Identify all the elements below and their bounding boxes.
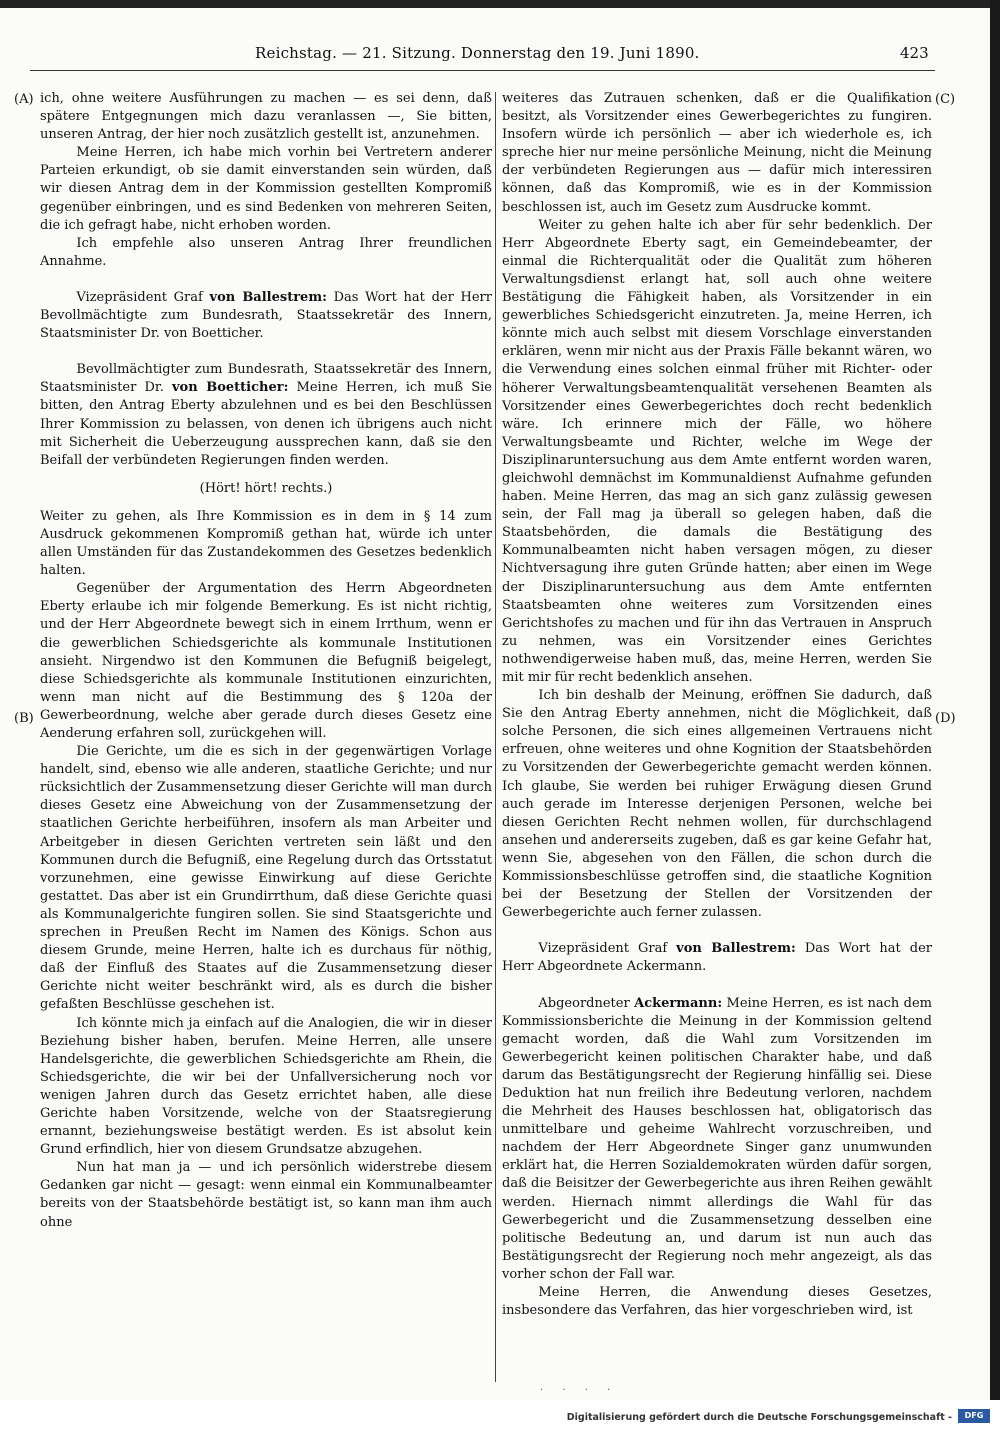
speaker-paragraph xyxy=(40,361,492,470)
paragraph: Nun hat man ja — und ich persönlich widerstrebe diesem Gedanken gar nicht — gesagt: wenn einmal ein Kommunalbeamter bereits von der Staatsbehörde bestätigt ist, so kann man ihm auch ohne xyxy=(40,1160,492,1230)
column-divider xyxy=(495,92,496,1382)
paragraph: Weiter zu gehen, als Ihre Kommission es in dem in § 14 zum Ausdruck gekommenen Kompromiß gethan hat, würde ich unter allen Umständen für das Zustandekommen des Gesetzes bedenklich halten. xyxy=(40,508,492,579)
page-header xyxy=(0,44,1000,70)
speech-text: Meine Herren, ich muß Sie bitten, den Antrag Eberty abzulehnen und es bei den Beschlüssen Ihrer Kommission zu belassen, von denen ich übrigens auch nicht mit Sicherheit die Ueberzeugung aussprechen kann, daß sie den Beifall der verbündeten Regierungen finden werden. xyxy=(40,380,492,468)
right-column xyxy=(502,90,932,1320)
margin-marker-c: (C) xyxy=(935,92,956,107)
paragraph: Ich bin deshalb der Meinung, eröffnen Sie dadurch, daß Sie den Antrag Eberty annehmen, nicht die Möglichkeit, daß solche Personen, die sich eines allgemeinen Vertrauens nicht erfreuen, ohne weiteres und ohne Kognition der Staatsbehörden zu Vorsitzenden der Gewerbegerichte gemacht werden können. Ich glaube, Sie werden bei ruhiger Erwägung diesen Grund auch gerade im Interesse derjenigen Personen, welche bei diesen Gerichten Recht nehmen wollen, für durchschlagend ansehen und andererseits zugeben, daß es gar keine Gefahr hat, wenn Sie, abgesehen von den Fällen, die schon durch die Kommissionsbeschlüsse getroffen sind, die staatliche Kognition bei der Besetzung der Stellen der Vorsitzenden der Gewerbegerichte auch ferner zulassen. xyxy=(502,688,932,921)
speaker-paragraph xyxy=(502,995,932,1285)
margin-marker-a: (A) xyxy=(14,92,34,107)
paragraph: Gegenüber der Argumentation des Herrn Abgeordneten Eberty erlaube ich mir folgende Bemerkung. Es ist nicht richtig, und der Herr Abgeordnete bewegt sich in einem Irrthum, wenn er die gewerblichen Schiedsgerichte als kommunale Institutionen ansieht. Nirgendwo ist den Kommunen die Befugniß beigelegt, diese Schiedsgerichte als kommunale Institutionen einzurichten, wenn man nicht auf die Bestimmung des § 120a der Gewerbeordnung, welche aber gerade durch dieses Gesetz eine Aenderung erfahren soll, zurückgehen will. xyxy=(40,581,492,741)
running-title: Reichstag. — 21. Sitzung. Donnerstag den 19. Juni 1890. xyxy=(255,44,700,62)
speaker-paragraph xyxy=(40,289,492,343)
speaker-name: von Ballestrem: xyxy=(209,289,327,305)
page-number: 423 xyxy=(900,44,929,62)
paragraph: Meine Herren, ich habe mich vorhin bei Vertretern anderer Parteien erkundigt, ob sie damit einverstanden sein würden, daß wir diesen Antrag dem in der Kommission gestellten Kompromiß gegenüber einbringen, und es sind Bedenken von mehreren Seiten, die ich gefragt habe, nicht erhoben worden. xyxy=(40,145,492,233)
digitization-bar xyxy=(0,1400,1000,1432)
header-rule xyxy=(30,70,935,71)
paragraph: Ich könnte mich ja einfach auf die Analogien, die wir in dieser Beziehung bisher haben, berufen. Meine Herren, alle unsere Handelsgerichte, die gewerblichen Schiedsgerichte am Rhein, die Schiedsgerichte, die wir bei der Unfallversicherung noch vor wenigen Jahren durch das Gesetz errichtet haben, alle diese Gerichte haben Vorsitzende, welche von der Staatsregierung ernannt, beziehungsweise bestätigt werden. Es ist absolut kein Grund erfindlich, hier von diesem Grundsatze abzugehen. xyxy=(40,1015,492,1158)
dfg-logo: DFG xyxy=(958,1409,990,1423)
scan-edge-right xyxy=(990,0,1000,1400)
scan-speckle: · · · · xyxy=(540,1385,619,1396)
paragraph: ich, ohne weitere Ausführungen zu machen — es sei denn, daß spätere Entgegnungen mich dazu veranlassen —, Sie bitten, unseren Antrag, der hier noch zusätzlich gestellt ist, anzunehmen. xyxy=(40,91,492,143)
speaker-name: von Ballestrem: xyxy=(676,941,796,957)
speech-text: Das Wort hat der Herr Bevollmächtigte zum Bundesrath, Staatssekretär des Innern, Staatsminister Dr. von Boetticher. xyxy=(40,289,492,342)
funding-credit: Digitalisierung gefördert durch die Deutsche Forschungsgemeinschaft - xyxy=(566,1412,952,1423)
paragraph: Die Gerichte, um die es sich in der gegenwärtigen Vorlage handelt, sind, ebenso wie alle anderen, staatliche Gerichte; und nur rücksichtlich der Zusammensetzung dieser Gerichte will man durch dieses Gesetz eine Abweichung von der Zusammensetzung der staatlichen Gerichte herbeiführen, insofern als man Arbeiter und Arbeitgeber in diesen Gerichten vertreten sein läßt und den Kommunen durch die Befugniß, eine Regelung durch das Ortsstatut vorzunehmen, eine gewisse Einwirkung auf diese Gerichte gestattet. Das aber ist ein Grundirrthum, daß diese Gerichte quasi als Kommunalgerichte fungiren sollen. Sie sind Staatsgerichte und sprechen in Preußen Recht im Namen des Königs. Schon aus diesem Grunde, meine Herren, halte ich es durchaus für nöthig, daß der Einfluß des Staates auf die Zusammensetzung dieser Gerichte nicht weiter beschränkt wird, als es durch die bisher gefaßten Beschlüsse geschehen ist. xyxy=(40,744,492,1013)
paragraph: weiteres das Zutrauen schenken, daß er die Qualifikation besitzt, als Vorsitzender eines Gewerbegerichtes zu fungiren. Insofern würde ich persönlich — aber ich wiederhole es, ich spreche hier nur meine persönliche Meinung, nicht die Meinung der verbündeten Regierungen aus — dafür mich interessiren können, daß das Kompromiß, wie es in der Kommission beschlossen ist, auch im Gesetz zum Ausdrucke kommt. xyxy=(502,91,932,215)
margin-marker-d: (D) xyxy=(935,711,956,726)
left-column xyxy=(40,90,492,1232)
speaker-paragraph xyxy=(502,940,932,976)
speaker-name: Ackermann: xyxy=(634,995,723,1011)
speech-text: Das Wort hat der Herr Abgeordnete Ackermann. xyxy=(502,941,933,975)
scan-edge-top xyxy=(0,0,1000,8)
speaker-title: Vizepräsident Graf xyxy=(538,941,668,957)
speaker-name: von Boetticher: xyxy=(172,380,289,396)
paragraph: Meine Herren, die Anwendung dieses Gesetzes, insbesondere das Verfahren, das hier vorgeschrieben wird, ist xyxy=(502,1285,932,1319)
speech-text: Meine Herren, es ist nach dem Kommissionsberichte die Meinung in der Kommission geltend gemacht worden, daß die Wahl zum Vorsitzenden im Gewerbegericht keinen politischen Charakter habe, und daß darum das Bestätigungsrecht der Regierung hinfällig sei. Diese Deduktion hat nun freilich ihre Bedeutung verloren, nachdem die Mehrheit des Hauses beschlossen hat, obligatorisch das unmittelbare und geheime Wahlrecht vorzuschreiben, und nachdem der Herr Abgeordnete Singer ganz unumwunden erklärt hat, die Herren Sozialdemokraten würden dafür sorgen, daß die Beisitzer der Gewerbegerichte aus ihren Reihen gewählt werden. Hiernach nimmt allerdings die Wahl für das Gewerbegericht und die Zusammensetzung desselben eine politische Bedeutung an, und darum ist nun auch das Bestätigungsrecht der Regierung noch mehr angezeigt, als das vorher schon der Fall war. xyxy=(502,995,933,1282)
speaker-title: Vizepräsident Graf xyxy=(76,289,203,305)
paragraph: Ich empfehle also unseren Antrag Ihrer freundlichen Annahme. xyxy=(40,235,492,269)
speaker-title: Bevollmächtigter zum Bundesrath, Staatssekretär des Innern, Staatsminister Dr. xyxy=(40,362,492,396)
margin-marker-b: (B) xyxy=(14,711,34,726)
speaker-title: Abgeordneter xyxy=(538,995,630,1011)
interjection: (Hört! hört! rechts.) xyxy=(199,480,333,496)
paragraph: Weiter zu gehen halte ich aber für sehr bedenklich. Der Herr Abgeordnete Eberty sagt, ein Gemeindebeamter, der einmal die Richterqualität oder die Qualität zum höheren Verwaltungsdienst erlangt hat, soll auch ohne weitere Bestätigung die Fähigkeit haben, als Vorsitzender in ein gewerbliches Schiedsgericht einzutreten. Ja, meine Herren, ich könnte mich auch selbst mit diesem Vorschlage einverstanden erklären, wenn mir nicht aus der Praxis Fälle bekannt wären, wo die Verwendung eines solchen einmal früher mit Richter- oder höherer Verwaltungsbeamtenqualität versehenen Beamten als Vorsitzender eines Gewerbegerichtes doch recht bedenklich wäre. Ich erinnere mich der Fälle, wo höhere Verwaltungsbeamte und Richter, welche im Wege der Disziplinaruntersuchung aus dem Amte entfernt worden waren, gleichwohl demnächst im Kommunaldienst Aufnahme gefunden haben. Meine Herren, das mag an sich ganz zulässig gewesen sein, der Fall mag ja überall so gelegen haben, daß die Staatsbehörden, die damals die Bestätigung des Kommunalbeamten nicht haben versagen mögen, zu dieser Nichtversagung ihre guten Gründe hatten; aber einen im Wege der Disziplinaruntersuchung aus dem Amte entfernten Staatsbeamten ohne weiteres zum Vorsitzenden eines Gerichtshofes zu machen und für ihn das Vertrauen in Anspruch zu nehmen, was ein Vorsitzender eines Gerichtes nothwendigerweise haben muß, das, meine Herren, werden Sie mit mir für recht bedenklich ansehen. xyxy=(502,217,932,685)
